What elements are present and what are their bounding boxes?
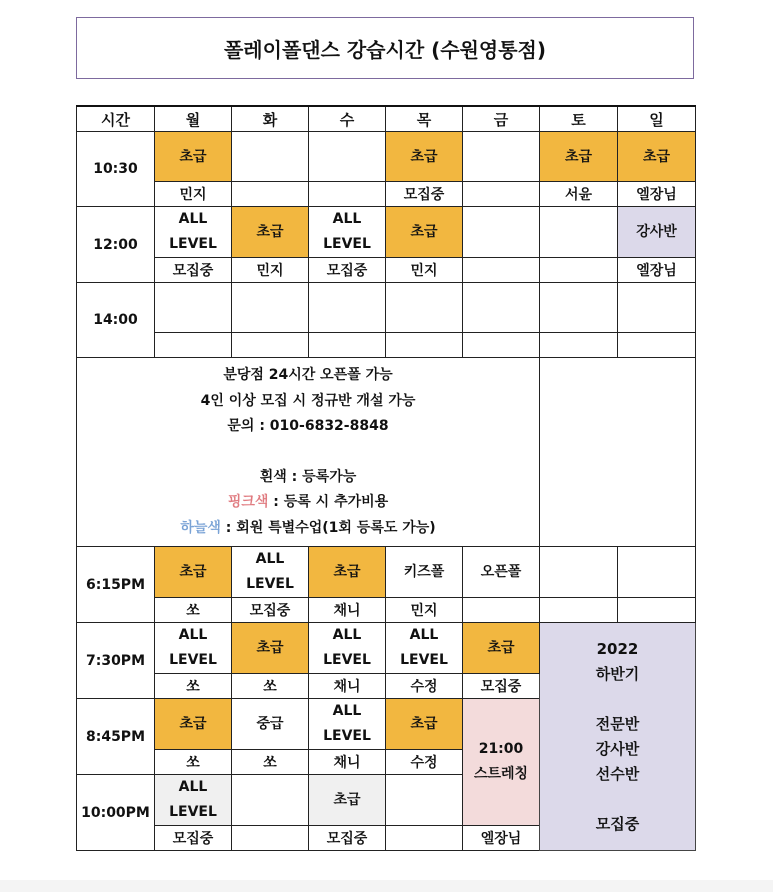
class-cell: 초급 — [386, 132, 463, 182]
class-cell: 중급 — [232, 699, 309, 750]
class-cell: 오픈폴 — [463, 547, 540, 598]
instructor-cell: 쏘 — [232, 674, 309, 699]
info-line: 분당점 24시간 오픈폴 가능 — [223, 367, 393, 383]
instructor-cell: 수정 — [386, 750, 463, 775]
empty-cell — [155, 333, 232, 358]
class-cell: 초급 — [386, 699, 463, 750]
instructor-cell: 채니 — [309, 674, 386, 699]
info-line: 문의 : 010-6832-8848 — [227, 418, 389, 434]
empty-cell — [386, 775, 463, 826]
empty-cell — [386, 283, 463, 333]
instructor-cell: 민지 — [386, 258, 463, 283]
empty-cell — [540, 358, 696, 547]
empty-cell — [618, 598, 696, 623]
info-line: 4인 이상 모집 시 정규반 개설 가능 — [200, 392, 416, 409]
empty-cell — [386, 826, 463, 851]
empty-cell — [155, 283, 232, 333]
class-cell: 초급 — [155, 547, 232, 598]
empty-cell — [386, 333, 463, 358]
info-block — [77, 358, 540, 547]
class-cell: ALL LEVEL — [386, 623, 463, 674]
instructor-cell: 서윤 — [540, 182, 618, 207]
header-sat: 토 — [540, 106, 618, 132]
instructor-cell: 채니 — [309, 598, 386, 623]
instructor-cell: 엘장님 — [618, 182, 696, 207]
schedule-table — [76, 105, 696, 851]
header-mon: 월 — [155, 106, 232, 132]
header-time: 시간 — [77, 106, 155, 132]
empty-cell — [463, 598, 540, 623]
header-thu: 목 — [386, 106, 463, 132]
legend-white: 흰색 : 등록가능 — [259, 468, 357, 485]
empty-cell — [463, 258, 540, 283]
header-tue: 화 — [232, 106, 309, 132]
time-label: 10:00PM — [77, 775, 155, 851]
time-label: 6:15PM — [77, 547, 155, 623]
instructor-cell: 엘장님 — [463, 826, 540, 851]
page-bottom-strip — [0, 880, 773, 892]
class-cell: ALL LEVEL — [309, 623, 386, 674]
page-title: 폴레이폴댄스 강습시간 (수원영통점) — [76, 17, 694, 79]
class-cell: ALL LEVEL — [155, 207, 232, 258]
empty-cell — [540, 258, 618, 283]
instructor-cell: 모집중 — [309, 258, 386, 283]
class-cell: 초급 — [155, 132, 232, 182]
empty-cell — [232, 132, 309, 182]
empty-cell — [309, 132, 386, 182]
class-cell: 초급 — [232, 207, 309, 258]
time-label: 14:00 — [77, 283, 155, 358]
class-cell: 초급 — [386, 207, 463, 258]
empty-cell — [618, 283, 696, 333]
instructor-cell: 모집중 — [155, 258, 232, 283]
stretch-class-cell: 21:00 스트레칭 — [463, 699, 540, 826]
legend-blue-text: : 회원 특별수업(1회 등록도 가능) — [220, 519, 436, 536]
instructor-cell: 채니 — [309, 750, 386, 775]
empty-cell — [540, 547, 618, 598]
empty-cell — [463, 207, 540, 258]
class-cell: 초급 — [232, 623, 309, 674]
instructor-cell: 민지 — [232, 258, 309, 283]
legend-pink-text: : 등록 시 추가비용 — [268, 494, 389, 510]
class-cell: ALL LEVEL — [309, 699, 386, 750]
class-cell: 초급 — [309, 547, 386, 598]
time-label: 7:30PM — [77, 623, 155, 699]
legend-pink — [77, 490, 539, 516]
legend-blue — [77, 516, 539, 542]
class-cell: ALL LEVEL — [309, 207, 386, 258]
empty-cell — [309, 182, 386, 207]
header-wed: 수 — [309, 106, 386, 132]
empty-cell — [540, 283, 618, 333]
class-cell: 키즈폴 — [386, 547, 463, 598]
empty-cell — [463, 182, 540, 207]
empty-cell — [232, 333, 309, 358]
instructor-cell: 쏘 — [155, 598, 232, 623]
empty-cell — [540, 333, 618, 358]
empty-cell — [618, 547, 696, 598]
empty-cell — [463, 333, 540, 358]
instructor-cell: 모집중 — [232, 598, 309, 623]
header-row — [77, 106, 696, 132]
time-label: 8:45PM — [77, 699, 155, 775]
legend-pink-word: 핑크색 — [227, 494, 269, 510]
instructor-cell: 모집중 — [463, 674, 540, 699]
class-cell: 초급 — [463, 623, 540, 674]
empty-cell — [540, 207, 618, 258]
class-cell: ALL LEVEL — [155, 775, 232, 826]
empty-cell — [618, 333, 696, 358]
time-label: 12:00 — [77, 207, 155, 283]
instructor-cell: 모집중 — [155, 826, 232, 851]
class-cell: 초급 — [309, 775, 386, 826]
empty-cell — [540, 598, 618, 623]
class-cell: 초급 — [155, 699, 232, 750]
empty-cell — [309, 283, 386, 333]
empty-cell — [232, 826, 309, 851]
instructor-cell: 모집중 — [386, 182, 463, 207]
class-cell: 강사반 — [618, 207, 696, 258]
class-cell: ALL LEVEL — [155, 623, 232, 674]
empty-cell — [232, 283, 309, 333]
header-sun: 일 — [618, 106, 696, 132]
class-cell: 초급 — [540, 132, 618, 182]
class-cell: ALL LEVEL — [232, 547, 309, 598]
empty-cell — [463, 283, 540, 333]
legend-blue-word: 하늘색 — [180, 519, 221, 536]
instructor-cell: 쏘 — [232, 750, 309, 775]
instructor-cell: 쏘 — [155, 750, 232, 775]
instructor-cell: 수정 — [386, 674, 463, 699]
empty-cell — [463, 132, 540, 182]
time-label: 10:30 — [77, 132, 155, 207]
instructor-cell: 모집중 — [309, 826, 386, 851]
empty-cell — [309, 333, 386, 358]
class-cell: 초급 — [618, 132, 696, 182]
header-fri: 금 — [463, 106, 540, 132]
instructor-cell: 민지 — [386, 598, 463, 623]
special-class-box: 2022 하반기 전문반 강사반 선수반 모집중 — [540, 623, 696, 851]
instructor-cell: 민지 — [155, 182, 232, 207]
empty-cell — [232, 182, 309, 207]
instructor-cell: 쏘 — [155, 674, 232, 699]
instructor-cell: 엘장님 — [618, 258, 696, 283]
empty-cell — [232, 775, 309, 826]
